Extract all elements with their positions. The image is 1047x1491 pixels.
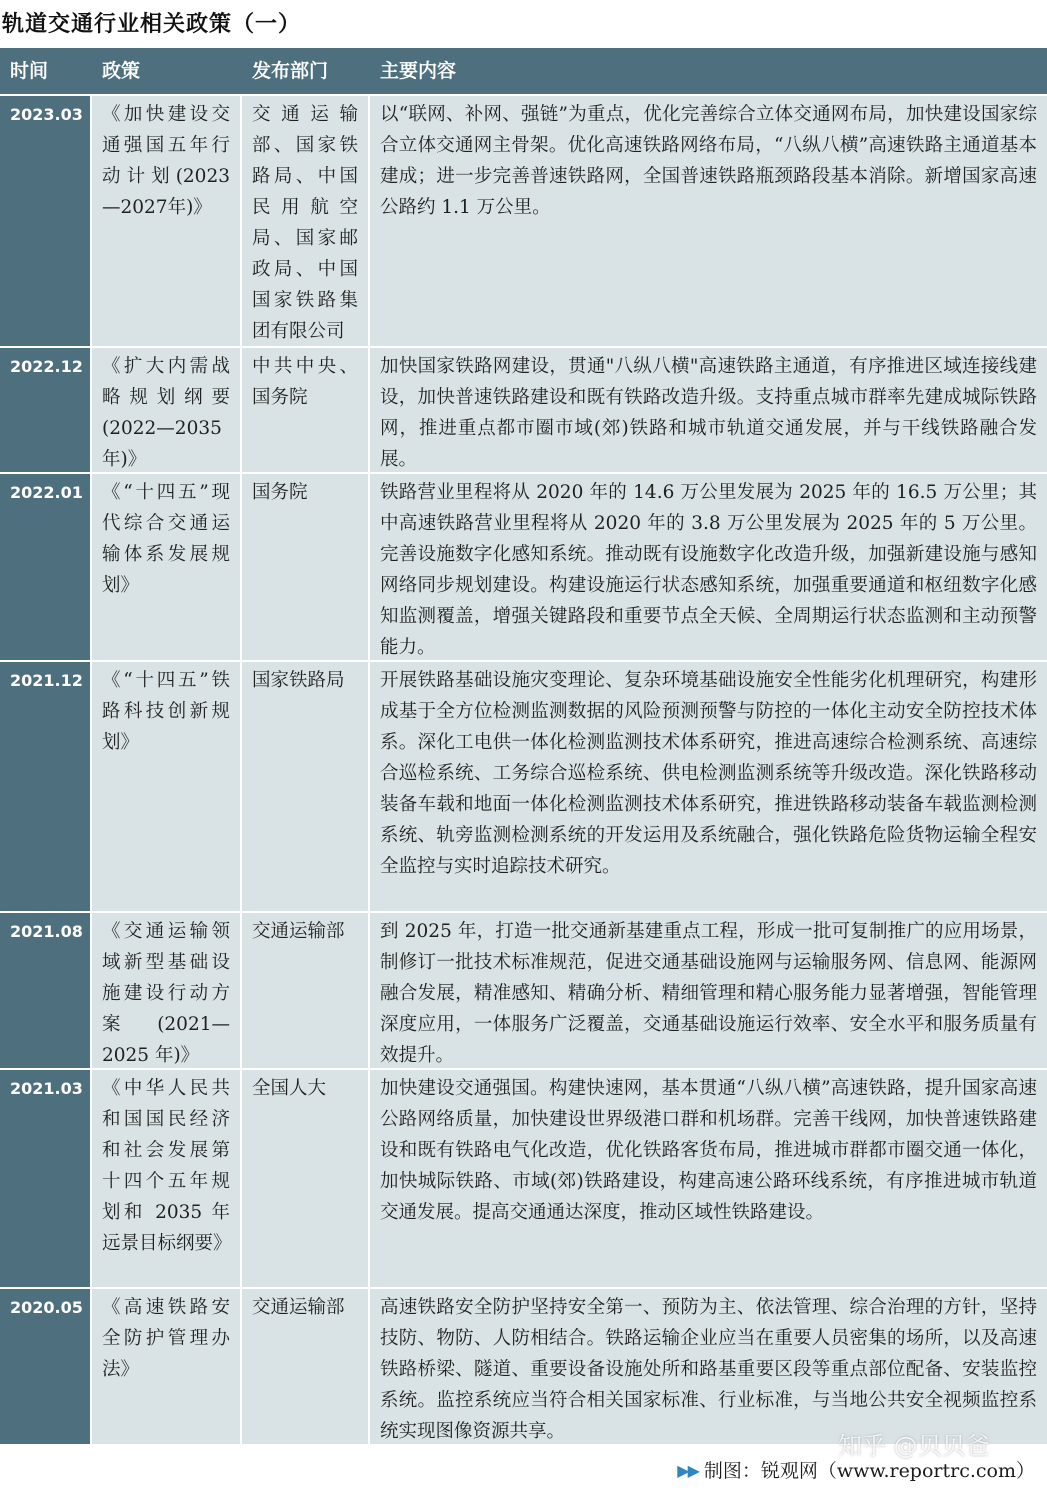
- table-row: [0, 94, 1047, 346]
- cell-time: 2021.12: [0, 662, 92, 911]
- cell-time: 2021.03: [0, 1070, 92, 1287]
- cell-dept: 国家铁路局: [242, 662, 370, 911]
- cell-content: 到 2025 年，打造一批交通新基建重点工程，形成一批可复制推广的应用场景，制修订一批技术标准规范，促进交通基础设施网与运输服务网、信息网、能源网融合发展，精准感知、精确分析、精细管理和精心服务能力显著增强，智能管理深度应用，一体服务广泛覆盖，交通基础设施运行效率、安全水平和服务质量有效提升。: [380, 921, 1037, 1066]
- table-header: [0, 48, 1047, 94]
- cell-dept: 全国人大: [242, 1070, 370, 1287]
- header-time: 时间: [10, 60, 49, 82]
- cell-dept: 交通运输部: [242, 913, 370, 1068]
- cell-time: 2021.08: [0, 913, 92, 1068]
- table-row: [0, 1068, 1047, 1287]
- cell-dept: 交通运输部、国家铁路局、中国民用航空局、国家邮政局、中国国家铁路集团有限公司: [242, 96, 370, 346]
- page-title: 轨道交通行业相关政策（一）: [2, 11, 302, 37]
- header-content: 主要内容: [380, 60, 457, 82]
- cell-content: 开展铁路基础设施灾变理论、复杂环境基础设施安全性能劣化机理研究，构建形成基于全方位检测监测数据的风险预测预警与防控的一体化主动安全防控技术体系。深化工电供一体化检测监测技术体系研究，推进高速综合检测系统、高速综合巡检系统、工务综合巡检系统、供电检测监测系统等升级改造。深化铁路移动装备车载和地面一体化检测监测技术体系研究，推进铁路移动装备车载监测检测系统、轨旁监测检测系统的开发运用及系统融合，强化铁路危险货物运输全程安全监控与实时追踪技术研究。: [380, 670, 1037, 877]
- cell-content: 以“联网、补网、强链”为重点，优化完善综合立体交通网布局，加快建设国家综合立体交通网主骨架。优化高速铁路网络布局，“八纵八横”高速铁路主通道基本建成；进一步完善普速铁路网，全国普速铁路瓶颈路段基本消除。新增国家高速公路约 1.1 万公里。: [380, 104, 1037, 218]
- cell-time: 2020.05: [0, 1289, 92, 1444]
- cell-time: 2023.03: [0, 96, 92, 346]
- table-row: [0, 1287, 1047, 1444]
- cell-dept: 国务院: [242, 474, 370, 660]
- cell-policy: 《中华人民共和国国民经济和社会发展第十四个五年规划和 2035 年远景目标纲要》: [92, 1070, 242, 1287]
- cell-policy: 《扩大内需战略规划纲要(2022—2035年)》: [92, 348, 242, 472]
- cell-time: 2022.01: [0, 474, 92, 660]
- table-row: [0, 346, 1047, 472]
- policy-table: [0, 48, 1047, 1444]
- cell-dept: 中共中央、国务院: [242, 348, 370, 472]
- cell-policy: 《“十四五”现代综合交通运输体系发展规划》: [92, 474, 242, 660]
- table-row: [0, 911, 1047, 1068]
- table-row: [0, 660, 1047, 911]
- cell-content: 高速铁路安全防护坚持安全第一、预防为主、依法管理、综合治理的方针，坚持技防、物防、人防相结合。铁路运输企业应当在重要人员密集的场所，以及高速铁路桥梁、隧道、重要设备设施处所和路基重要区段等重点部位配备、安装监控系统。监控系统应当符合相关国家标准、行业标准，与当地公共安全视频监控系统实现图像资源共享。: [380, 1297, 1037, 1442]
- cell-content: 铁路营业里程将从 2020 年的 14.6 万公里发展为 2025 年的 16.5 万公里；其中高速铁路营业里程将从 2020 年的 3.8 万公里发展为 2025 年的 5 万公里。完善设施数字化感知系统。推动既有设施数字化改造升级，加强新建设施与感知网络同步规划建设。构建设施运行状态感知系统，加强重要通道和枢纽数字化感知监测覆盖，增强关键路段和重要节点全天候、全周期运行状态监测和主动预警能力。: [380, 482, 1037, 658]
- cell-policy: 《加快建设交通强国五年行动计划(2023—2027年)》: [92, 96, 242, 346]
- double-arrow-icon: ▶▶: [677, 1461, 698, 1480]
- header-policy: 政策: [102, 60, 141, 82]
- cell-content: 加快国家铁路网建设，贯通"八纵八横"高速铁路主通道，有序推进区域连接线建设，加快普速铁路建设和既有铁路改造升级。支持重点城市群率先建成城际铁路网，推进重点都市圈市域(郊)铁路和城市轨道交通发展，并与干线铁路融合发展。: [380, 356, 1037, 470]
- cell-policy: 《交通运输领域新型基础设施建设行动方案 (2021—2025 年)》: [92, 913, 242, 1068]
- cell-policy: 《高速铁路安全防护管理办法》: [92, 1289, 242, 1444]
- footer-text: 制图：锐观网（www.reportrc.com）: [703, 1460, 1035, 1482]
- table-row: [0, 472, 1047, 660]
- watermark: 知乎 @贝贝爸: [838, 1432, 990, 1460]
- footer-source: [677, 1456, 1035, 1486]
- cell-time: 2022.12: [0, 348, 92, 472]
- cell-dept: 交通运输部: [242, 1289, 370, 1444]
- cell-policy: 《“十四五”铁路科技创新规划》: [92, 662, 242, 911]
- cell-content: 加快建设交通强国。构建快速网，基本贯通“八纵八横”高速铁路，提升国家高速公路网络质量，加快建设世界级港口群和机场群。完善干线网，加快普速铁路建设和既有铁路电气化改造，优化铁路客货布局，推进城市群都市圈交通一体化，加快城际铁路、市域(郊)铁路建设，构建高速公路环线系统，有序推进城市轨道交通发展。提高交通通达深度，推动区域性铁路建设。: [380, 1078, 1037, 1223]
- header-dept: 发布部门: [252, 60, 329, 82]
